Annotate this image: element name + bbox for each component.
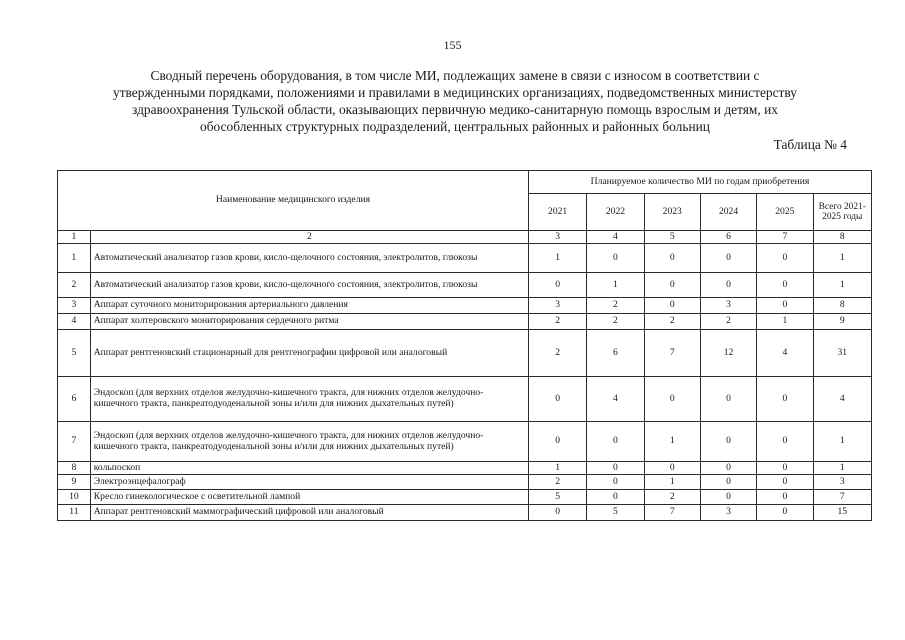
year-count-cell: 1: [528, 244, 586, 273]
year-count-cell: 1: [587, 273, 644, 298]
column-number: 5: [644, 231, 700, 244]
table-row: [58, 298, 872, 314]
year-count-cell: 0: [757, 462, 813, 475]
device-name: Аппарат холтеровского мониторирования сердечного ритма: [90, 314, 528, 330]
year-count-cell: 7: [644, 505, 700, 521]
row-number: 6: [58, 377, 91, 422]
year-count-cell: 0: [700, 244, 756, 273]
year-count-cell: 1: [644, 422, 700, 462]
header-total: Всего 2021-2025 годы: [813, 194, 872, 231]
year-count-cell: 0: [587, 462, 644, 475]
year-count-cell: 0: [528, 273, 586, 298]
row-number: 3: [58, 298, 91, 314]
total-cell: 8: [813, 298, 872, 314]
year-count-cell: 0: [644, 298, 700, 314]
year-count-cell: 0: [528, 377, 586, 422]
year-count-cell: 1: [757, 314, 813, 330]
row-number: 10: [58, 490, 91, 505]
year-count-cell: 2: [587, 314, 644, 330]
row-number: 11: [58, 505, 91, 521]
year-count-cell: 0: [528, 505, 586, 521]
year-count-cell: 5: [528, 490, 586, 505]
equipment-table: [57, 170, 872, 521]
year-count-cell: 4: [587, 377, 644, 422]
year-count-cell: 5: [587, 505, 644, 521]
page-number: 155: [443, 38, 462, 52]
table-row: [58, 422, 872, 462]
year-count-cell: 0: [757, 422, 813, 462]
year-count-cell: 6: [587, 330, 644, 377]
year-count-cell: 0: [644, 462, 700, 475]
row-number: 2: [58, 273, 91, 298]
table-row: [58, 244, 872, 273]
row-number: 8: [58, 462, 91, 475]
total-cell: 4: [813, 377, 872, 422]
year-count-cell: 2: [528, 314, 586, 330]
year-count-cell: 0: [757, 377, 813, 422]
year-count-cell: 2: [587, 298, 644, 314]
total-cell: 1: [813, 244, 872, 273]
year-count-cell: 2: [644, 314, 700, 330]
total-cell: 1: [813, 422, 872, 462]
column-number: 8: [813, 231, 872, 244]
title-line: утвержденными порядками, положениями и правилами в медицинских организациях, подведомственных министерству: [113, 85, 797, 100]
device-name: Эндоскоп (для верхних отделов желудочно-кишечного тракта, для нижних отделов желудочно-кишечного тракта, панкреатодуоденальной зоны и/или для нижних дыхательных путей): [90, 422, 528, 462]
table-row: [58, 314, 872, 330]
year-count-cell: 0: [587, 475, 644, 490]
total-cell: 1: [813, 273, 872, 298]
year-count-cell: 2: [644, 490, 700, 505]
year-count-cell: 0: [700, 422, 756, 462]
year-count-cell: 2: [528, 475, 586, 490]
year-count-cell: 0: [644, 244, 700, 273]
row-number: 9: [58, 475, 91, 490]
column-number: 7: [757, 231, 813, 244]
total-cell: 1: [813, 462, 872, 475]
device-name: Эндоскоп (для верхних отделов желудочно-кишечного тракта, для нижних отделов желудочно-кишечного тракта, панкреатодуоденальной зоны и/или для нижних дыхательных путей): [90, 377, 528, 422]
row-number: 7: [58, 422, 91, 462]
year-count-cell: 0: [700, 475, 756, 490]
table-row: [58, 475, 872, 490]
header-year: 2021: [528, 194, 586, 231]
year-count-cell: 0: [757, 244, 813, 273]
table-row: [58, 490, 872, 505]
year-count-cell: 3: [528, 298, 586, 314]
year-count-cell: 0: [587, 244, 644, 273]
title-line: здравоохранения Тульской области, оказывающих первичную медико-санитарную помощь взрослым и детям, их: [132, 102, 778, 117]
year-count-cell: 0: [700, 490, 756, 505]
year-count-cell: 0: [757, 505, 813, 521]
year-count-cell: 3: [700, 505, 756, 521]
year-count-cell: 0: [700, 377, 756, 422]
device-name: кольпоскоп: [90, 462, 528, 475]
year-count-cell: 2: [700, 314, 756, 330]
year-count-cell: 0: [644, 377, 700, 422]
column-number-row: [58, 231, 872, 244]
device-name: Аппарат рентгеновский стационарный для рентгенографии цифровой или аналоговый: [90, 330, 528, 377]
header-name-column: Наименование медицинского изделия: [58, 171, 529, 231]
year-count-cell: 1: [528, 462, 586, 475]
year-count-cell: 0: [587, 422, 644, 462]
title-line: Сводный перечень оборудования, в том числе МИ, подлежащих замене в связи с износом в соответствии с: [150, 68, 760, 83]
table-row: [58, 377, 872, 422]
device-name: Аппарат суточного мониторирования артериального давления: [90, 298, 528, 314]
year-count-cell: 7: [644, 330, 700, 377]
year-count-cell: 0: [757, 273, 813, 298]
column-number: 4: [587, 231, 644, 244]
column-number: 3: [528, 231, 586, 244]
total-cell: 31: [813, 330, 872, 377]
year-count-cell: 0: [700, 273, 756, 298]
year-count-cell: 3: [700, 298, 756, 314]
header-year: 2024: [700, 194, 756, 231]
title-line: обособленных структурных подразделений, центральных районных и районных больниц: [200, 119, 710, 134]
year-count-cell: 0: [757, 475, 813, 490]
row-number: 4: [58, 314, 91, 330]
year-count-cell: 1: [644, 475, 700, 490]
column-number: 1: [58, 231, 91, 244]
year-count-cell: 0: [528, 422, 586, 462]
row-number: 1: [58, 244, 91, 273]
total-cell: 3: [813, 475, 872, 490]
table-row: [58, 505, 872, 521]
document-title: [80, 67, 830, 135]
year-count-cell: 0: [757, 490, 813, 505]
total-cell: 7: [813, 490, 872, 505]
table-row: [58, 330, 872, 377]
year-count-cell: 4: [757, 330, 813, 377]
column-number: 6: [700, 231, 756, 244]
header-planned: Планируемое количество МИ по годам приобретения: [528, 171, 871, 194]
header-year: 2025: [757, 194, 813, 231]
device-name: Автоматический анализатор газов крови, кисло-щелочного состояния, электролитов, глюкозы: [90, 244, 528, 273]
table-row: [58, 462, 872, 475]
row-number: 5: [58, 330, 91, 377]
device-name: Аппарат рентгеновский маммографический цифровой или аналоговый: [90, 505, 528, 521]
year-count-cell: 0: [757, 298, 813, 314]
device-name: Кресло гинекологическое с осветительной лампой: [90, 490, 528, 505]
column-number: 2: [90, 231, 528, 244]
total-cell: 9: [813, 314, 872, 330]
header-year: 2023: [644, 194, 700, 231]
year-count-cell: 12: [700, 330, 756, 377]
device-name: Электроэнцефалограф: [90, 475, 528, 490]
year-count-cell: 0: [587, 490, 644, 505]
table-caption: Таблица № 4: [773, 137, 847, 152]
year-count-cell: 0: [644, 273, 700, 298]
device-name: Автоматический анализатор газов крови, кисло-щелочного состояния, электролитов, глюкозы: [90, 273, 528, 298]
header-year: 2022: [587, 194, 644, 231]
total-cell: 15: [813, 505, 872, 521]
year-count-cell: 2: [528, 330, 586, 377]
table-row: [58, 273, 872, 298]
year-count-cell: 0: [700, 462, 756, 475]
